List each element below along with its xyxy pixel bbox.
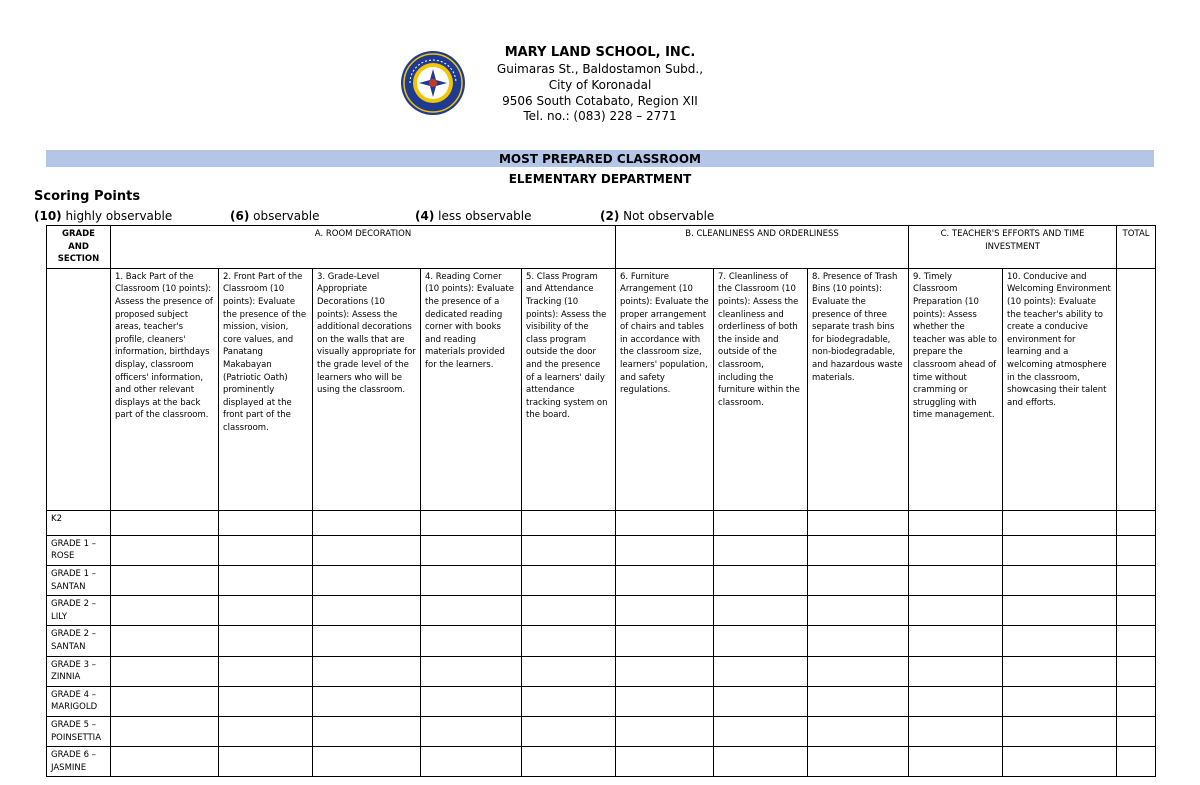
- score-cell[interactable]: [714, 686, 808, 716]
- score-cell[interactable]: [808, 716, 909, 746]
- score-cell[interactable]: [808, 535, 909, 565]
- criterion-5: 5. Class Program and Attendance Tracking (10 points): Assess the visibility of the class program outside the door and the presence of a learners' daily attendance tracking system on the board.: [522, 268, 616, 510]
- score-cell[interactable]: [313, 565, 421, 595]
- scale-points: (10): [34, 209, 62, 223]
- score-cell[interactable]: [313, 716, 421, 746]
- score-cell[interactable]: [616, 656, 714, 686]
- score-cell[interactable]: [616, 747, 714, 777]
- scale-points: (6): [230, 209, 250, 223]
- grade-section-label: GRADE 6 – JASMINE: [47, 747, 111, 777]
- score-cell[interactable]: [111, 716, 219, 746]
- score-cell[interactable]: [714, 596, 808, 626]
- total-score-cell[interactable]: [1117, 656, 1156, 686]
- score-cell[interactable]: [313, 596, 421, 626]
- score-cell[interactable]: [522, 747, 616, 777]
- score-cell[interactable]: [421, 716, 522, 746]
- score-cell[interactable]: [808, 565, 909, 595]
- section-header-cleanliness: B. CLEANLINESS AND ORDERLINESS: [616, 226, 909, 269]
- score-cell[interactable]: [421, 510, 522, 535]
- table-row: [47, 510, 1156, 535]
- grade-section-label: GRADE 2 – SANTAN: [47, 626, 111, 656]
- score-cell[interactable]: [909, 510, 1003, 535]
- score-cell[interactable]: [313, 626, 421, 656]
- score-cell[interactable]: [1003, 565, 1117, 595]
- criterion-7: 7. Cleanliness of the Classroom (10 points): Assess the cleanliness and orderliness of both the inside and outside of the classroom, including the furniture within the classroom.: [714, 268, 808, 510]
- score-cell[interactable]: [714, 656, 808, 686]
- total-score-cell[interactable]: [1117, 626, 1156, 656]
- score-cell[interactable]: [313, 535, 421, 565]
- score-cell[interactable]: [616, 510, 714, 535]
- scale-item: [34, 208, 172, 224]
- phone-line: Tel. no.: (083) 228 – 2771: [523, 109, 677, 123]
- score-cell[interactable]: [714, 747, 808, 777]
- score-cell[interactable]: [1003, 716, 1117, 746]
- score-cell[interactable]: [313, 686, 421, 716]
- score-cell[interactable]: [522, 596, 616, 626]
- score-cell[interactable]: [1003, 535, 1117, 565]
- criterion-1: 1. Back Part of the Classroom (10 points): Assess the presence of proposed subject areas, teacher's profile, cleaners' information, birthdays display, classroom officers' information, and other relevant displays at the back part of the classroom.: [111, 268, 219, 510]
- score-cell[interactable]: [808, 686, 909, 716]
- document-title: MOST PREPARED CLASSROOM: [498, 152, 701, 166]
- criteria-blank-cell: [47, 268, 111, 510]
- criterion-2: 2. Front Part of the Classroom (10 points): Evaluate the presence of the mission, vision, core values, and Panatang Makabayan (Patriotic Oath) prominently displayed at the front part of the classroom.: [219, 268, 313, 510]
- school-name: MARY LAND SCHOOL, INC.: [504, 45, 696, 60]
- score-cell[interactable]: [111, 747, 219, 777]
- scale-item: [230, 208, 319, 224]
- total-score-cell[interactable]: [1117, 596, 1156, 626]
- score-cell[interactable]: [714, 626, 808, 656]
- score-cell[interactable]: [219, 716, 313, 746]
- score-cell[interactable]: [909, 747, 1003, 777]
- score-cell[interactable]: [909, 686, 1003, 716]
- score-cell[interactable]: [522, 626, 616, 656]
- total-score-cell[interactable]: [1117, 686, 1156, 716]
- grade-section-label: K2: [47, 510, 111, 535]
- score-cell[interactable]: [1003, 626, 1117, 656]
- scoring-table: [46, 225, 1156, 777]
- score-cell[interactable]: [1003, 747, 1117, 777]
- scale-label: observable: [253, 209, 320, 223]
- scale-points: (4): [415, 209, 435, 223]
- scale-label: Not observable: [623, 209, 715, 223]
- grade-section-label: GRADE 4 – MARIGOLD: [47, 686, 111, 716]
- scoring-heading: Scoring Points: [34, 189, 141, 204]
- score-cell[interactable]: [808, 656, 909, 686]
- scale-label: less observable: [438, 209, 532, 223]
- table-row: [47, 686, 1156, 716]
- score-cell[interactable]: [111, 535, 219, 565]
- score-cell[interactable]: [522, 656, 616, 686]
- score-cell[interactable]: [421, 535, 522, 565]
- table-row: [47, 565, 1156, 595]
- score-cell[interactable]: [616, 535, 714, 565]
- criterion-9: 9. Timely Classroom Preparation (10 points): Assess whether the teacher was able to prepare the classroom ahead of time without cramming or struggling with time management.: [909, 268, 1003, 510]
- score-cell[interactable]: [1003, 596, 1117, 626]
- score-cell[interactable]: [111, 596, 219, 626]
- score-cell[interactable]: [909, 716, 1003, 746]
- grade-section-label: GRADE 2 – LILY: [47, 596, 111, 626]
- score-cell[interactable]: [219, 596, 313, 626]
- scale-item: [415, 208, 532, 224]
- total-score-cell[interactable]: [1117, 716, 1156, 746]
- table-row: [47, 716, 1156, 746]
- score-cell[interactable]: [616, 716, 714, 746]
- score-cell[interactable]: [909, 596, 1003, 626]
- section-header-room-decoration: A. ROOM DECORATION: [111, 226, 616, 269]
- score-cell[interactable]: [421, 596, 522, 626]
- grade-section-label: GRADE 1 – ROSE: [47, 535, 111, 565]
- grade-section-label: GRADE 3 – ZINNIA: [47, 656, 111, 686]
- score-cell[interactable]: [808, 626, 909, 656]
- score-cell[interactable]: [111, 656, 219, 686]
- score-cell[interactable]: [808, 747, 909, 777]
- score-cell[interactable]: [714, 565, 808, 595]
- score-cell[interactable]: [219, 656, 313, 686]
- grade-section-label: GRADE 5 – POINSETTIA: [47, 716, 111, 746]
- score-cell[interactable]: [522, 510, 616, 535]
- total-score-cell[interactable]: [1117, 565, 1156, 595]
- table-row: [47, 596, 1156, 626]
- score-cell[interactable]: [1003, 686, 1117, 716]
- criterion-8: 8. Presence of Trash Bins (10 points): Evaluate the presence of three separate trash bins for biodegradable, non-biodegradable, and hazardous waste materials.: [808, 268, 909, 510]
- school-seal-icon: [400, 50, 466, 116]
- section-header-teacher-efforts: C. TEACHER'S EFFORTS AND TIME INVESTMENT: [909, 226, 1117, 269]
- score-cell[interactable]: [421, 747, 522, 777]
- table-row: [47, 656, 1156, 686]
- score-cell[interactable]: [714, 510, 808, 535]
- score-cell[interactable]: [219, 686, 313, 716]
- score-cell[interactable]: [1003, 510, 1117, 535]
- scale-label: highly observable: [65, 209, 173, 223]
- score-cell[interactable]: [808, 510, 909, 535]
- score-cell[interactable]: [219, 510, 313, 535]
- criterion-3: 3. Grade-Level Appropriate Decorations (10 points): Assess the additional decorations on the walls that are visually appropriate for the grade level of the learners who will be using the classroom.: [313, 268, 421, 510]
- score-cell[interactable]: [421, 686, 522, 716]
- score-cell[interactable]: [522, 716, 616, 746]
- table-header-row: [47, 226, 1156, 269]
- score-cell[interactable]: [909, 626, 1003, 656]
- score-cell[interactable]: [909, 656, 1003, 686]
- table-row: [47, 747, 1156, 777]
- score-cell[interactable]: [219, 535, 313, 565]
- criterion-10: 10. Conducive and Welcoming Environment (10 points): Evaluate the teacher's ability to create a conducive environment for learning and a welcoming atmosphere in the classroom, showcasing their talent and efforts.: [1003, 268, 1117, 510]
- grade-section-label: GRADE 1 – SANTAN: [47, 565, 111, 595]
- total-score-cell[interactable]: [1117, 747, 1156, 777]
- score-cell[interactable]: [714, 716, 808, 746]
- scale-item: [600, 208, 714, 224]
- table-row: [47, 626, 1156, 656]
- address-line: 9506 South Cotabato, Region XII: [502, 94, 698, 108]
- score-cell[interactable]: [616, 686, 714, 716]
- criterion-6: 6. Furniture Arrangement (10 points): Evaluate the proper arrangement of chairs and tables in accordance with the classroom size, learners' population, and safety regulations.: [616, 268, 714, 510]
- score-cell[interactable]: [909, 565, 1003, 595]
- score-cell[interactable]: [421, 626, 522, 656]
- score-cell[interactable]: [616, 565, 714, 595]
- grade-section-header: GRADE AND SECTION: [47, 226, 111, 269]
- score-cell[interactable]: [421, 565, 522, 595]
- total-score-cell[interactable]: [1117, 510, 1156, 535]
- score-cell[interactable]: [219, 747, 313, 777]
- score-cell[interactable]: [111, 510, 219, 535]
- score-cell[interactable]: [909, 535, 1003, 565]
- total-header: TOTAL: [1117, 226, 1156, 269]
- score-cell[interactable]: [421, 656, 522, 686]
- score-cell[interactable]: [219, 565, 313, 595]
- score-cell[interactable]: [616, 626, 714, 656]
- score-cell[interactable]: [111, 626, 219, 656]
- score-cell[interactable]: [1003, 656, 1117, 686]
- score-cell[interactable]: [522, 686, 616, 716]
- table-row: [47, 535, 1156, 565]
- score-cell[interactable]: [313, 747, 421, 777]
- address-line: City of Koronadal: [548, 78, 652, 92]
- score-cell[interactable]: [111, 565, 219, 595]
- total-cell: [1117, 268, 1156, 510]
- score-cell[interactable]: [522, 565, 616, 595]
- scale-points: (2): [600, 209, 620, 223]
- score-cell[interactable]: [313, 656, 421, 686]
- criteria-row: [47, 268, 1156, 510]
- score-cell[interactable]: [714, 535, 808, 565]
- score-cell[interactable]: [808, 596, 909, 626]
- score-cell[interactable]: [219, 626, 313, 656]
- score-cell[interactable]: [522, 535, 616, 565]
- score-cell[interactable]: [616, 596, 714, 626]
- section-rows: [47, 510, 1156, 777]
- score-cell[interactable]: [313, 510, 421, 535]
- criterion-4: 4. Reading Corner (10 points): Evaluate the presence of a dedicated reading corner with books and reading materials provided for the learners.: [421, 268, 522, 510]
- document-subtitle: ELEMENTARY DEPARTMENT: [508, 172, 692, 186]
- total-score-cell[interactable]: [1117, 535, 1156, 565]
- address-line: Guimaras St., Baldostamon Subd.,: [496, 62, 704, 76]
- score-cell[interactable]: [111, 686, 219, 716]
